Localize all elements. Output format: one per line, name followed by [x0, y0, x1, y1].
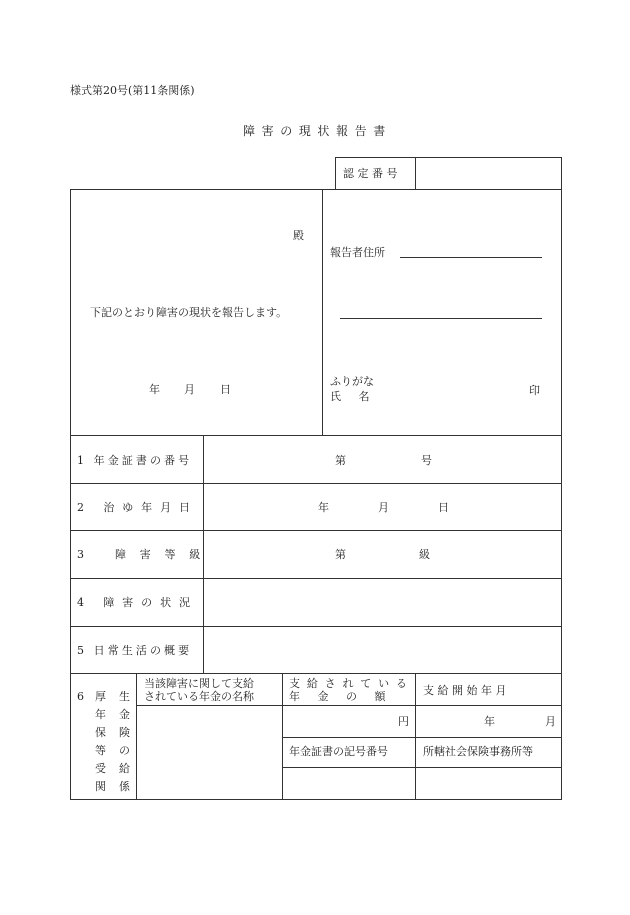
reporter-address-label: 報告者住所 — [330, 246, 385, 259]
reporter-address-line[interactable] — [400, 257, 542, 258]
pension-label-char: 年 — [95, 708, 106, 721]
pension-label-char: 受 — [95, 762, 106, 775]
form-title: 障害の現状報告書 — [243, 124, 392, 138]
item-1-label: 1 年金証書の番号 — [77, 454, 193, 467]
office-label: 所轄社会保険事務所等 — [423, 745, 533, 758]
pension-label-column-1 — [95, 690, 106, 793]
pension-number: 6 — [77, 690, 84, 703]
pension-label-char: 生 — [119, 690, 130, 703]
pension-label-char: 険 — [119, 726, 130, 739]
report-date-year: 年 — [149, 383, 160, 396]
item-2-month: 月 — [378, 501, 389, 514]
pension-label-char: 関 — [95, 780, 106, 793]
item-2-day: 日 — [438, 501, 449, 514]
header-amount-line-2: 年 金 の 額 — [289, 690, 386, 703]
addressee-suffix: 殿 — [293, 229, 304, 242]
certification-label: 認 定 番 号 — [343, 167, 398, 180]
header-pension-name-line-2: されている年金の名称 — [144, 690, 254, 703]
report-statement: 下記のとおり障害の現状を報告します。 — [90, 306, 288, 319]
start-year: 年 — [484, 715, 495, 728]
pension-label-char: 給 — [119, 762, 130, 775]
header-start-date: 支 給 開 始 年 月 — [423, 684, 507, 697]
item-2-label: 2 治ゆ年月日 — [77, 501, 198, 514]
seal-mark: 印 — [529, 384, 540, 397]
cert-symbol-label: 年金証書の記号番号 — [289, 745, 388, 758]
item-3-prefix: 第 — [335, 548, 346, 561]
pension-label-char: 等 — [95, 744, 106, 757]
header-pension-name-line-1: 当該障害に関して支給 — [144, 677, 254, 690]
pension-label-char: 金 — [119, 708, 130, 721]
pension-label-char: 係 — [119, 780, 130, 793]
start-month: 月 — [545, 715, 556, 728]
report-date-month: 月 — [184, 383, 195, 396]
pension-label-column-2 — [119, 690, 130, 793]
pension-label-char: 厚 — [95, 690, 106, 703]
item-4-label: 4 障害の状況 — [77, 596, 198, 609]
pension-label-char: の — [119, 744, 130, 757]
item-2-year: 年 — [318, 501, 329, 514]
item-1-suffix: 号 — [421, 454, 432, 467]
amount-unit: 円 — [398, 715, 409, 728]
reporter-name-label: 氏 名 — [330, 390, 370, 403]
pension-label-char: 保 — [95, 726, 106, 739]
form-number: 様式第20号(第11条関係) — [70, 84, 195, 97]
item-5-label: 5 日常生活の概要 — [77, 644, 193, 657]
item-1-prefix: 第 — [335, 454, 346, 467]
reporter-furigana-label: ふりがな — [330, 375, 374, 388]
item-3-label: 3 障害等級 — [77, 548, 214, 561]
reporter-address-line-2[interactable] — [340, 318, 542, 319]
header-amount-line-1: 支給されている — [289, 677, 414, 690]
report-date-day: 日 — [220, 383, 231, 396]
item-3-suffix: 級 — [419, 548, 430, 561]
